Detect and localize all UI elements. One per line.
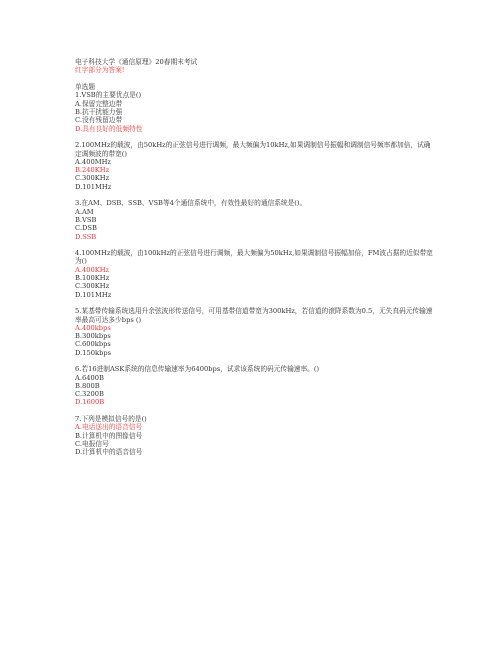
- option: D.101MHz: [75, 182, 112, 191]
- question-6: [75, 365, 435, 406]
- option: C.300KHz: [75, 282, 110, 291]
- question-stem: 1.VSB的主要优点是(): [75, 91, 142, 100]
- option: C.DSB: [75, 224, 97, 233]
- answer-option: A.400KHz: [75, 265, 110, 274]
- question-4: [75, 249, 435, 299]
- question-stem: 3.在AM、DSB、SSB、VSB等4个通信系统中，有效性最好的通信系统是()。: [75, 199, 307, 208]
- document-title: 电子科技大学《通信原理》20春期末考试: [75, 58, 198, 66]
- option: B.计算机中的图像信号: [75, 431, 143, 440]
- option: C.电报信号: [75, 439, 109, 448]
- question-stem: 7.下列是模拟信号的是(): [75, 415, 147, 424]
- question-3: [75, 199, 435, 240]
- option: A.6400B: [75, 373, 104, 382]
- option: A.AM: [75, 207, 94, 216]
- answer-option: D.1600B: [75, 398, 105, 407]
- option: B.抗干扰能力强: [75, 108, 123, 117]
- answer-note: 红字部分为答案!: [75, 66, 125, 75]
- document-content: [75, 58, 435, 457]
- answer-option: D.SSB: [75, 232, 97, 241]
- option: A.保留完整边带: [75, 99, 123, 108]
- option: C.600kbps: [75, 340, 111, 349]
- question-stem: 6.若16进制ASK系统的信息传输速率为6400bps，试求该系统的码元传输速率。(): [75, 365, 320, 374]
- option: A.400MHz: [75, 157, 111, 166]
- question-stem: 4.100MHz的载波，由100kHz的正弦信号进行调频，最大频偏为50kHz,如果调制信号振幅加倍，FM波占据的近似带宽为(): [75, 249, 433, 266]
- answer-option: A.电话送出的语音信号: [75, 423, 143, 432]
- option: D.计算机中的语音信号: [75, 448, 143, 457]
- option: B.800B: [75, 381, 100, 390]
- section-title: 单选题: [75, 83, 96, 92]
- question-list: [75, 91, 435, 456]
- option: D.150kbps: [75, 348, 112, 357]
- option: C.3200B: [75, 390, 104, 399]
- question-stem: 5.某基带传输系统选用升余弦波形传送信号，可用基带信道带宽为300kHz，若信道的滚降系数为0.5，无失真码元传输速率最高可达多少bps (): [75, 307, 433, 324]
- question-5: [75, 307, 435, 357]
- question-2: [75, 141, 435, 191]
- option: B.100KHz: [75, 274, 110, 283]
- question-1: [75, 91, 435, 132]
- answer-option: D.具有良好的低频特性: [75, 124, 143, 133]
- question-stem: 2.100MHz的载波，由50kHz的正弦信号进行调频，最大频偏为10kHz,如果调制信号振幅和调制信号频率都加倍，试确定调频波的带宽(): [75, 141, 431, 158]
- option: B.300kbps: [75, 332, 111, 341]
- option: B.VSB: [75, 215, 97, 224]
- option: C.300KHz: [75, 174, 110, 183]
- answer-option: B.240KHz: [75, 166, 110, 175]
- option: C.没有残留边带: [75, 116, 123, 125]
- option: D.101MHz: [75, 290, 112, 299]
- question-7: [75, 415, 435, 456]
- answer-option: A.400kbps: [75, 323, 111, 332]
